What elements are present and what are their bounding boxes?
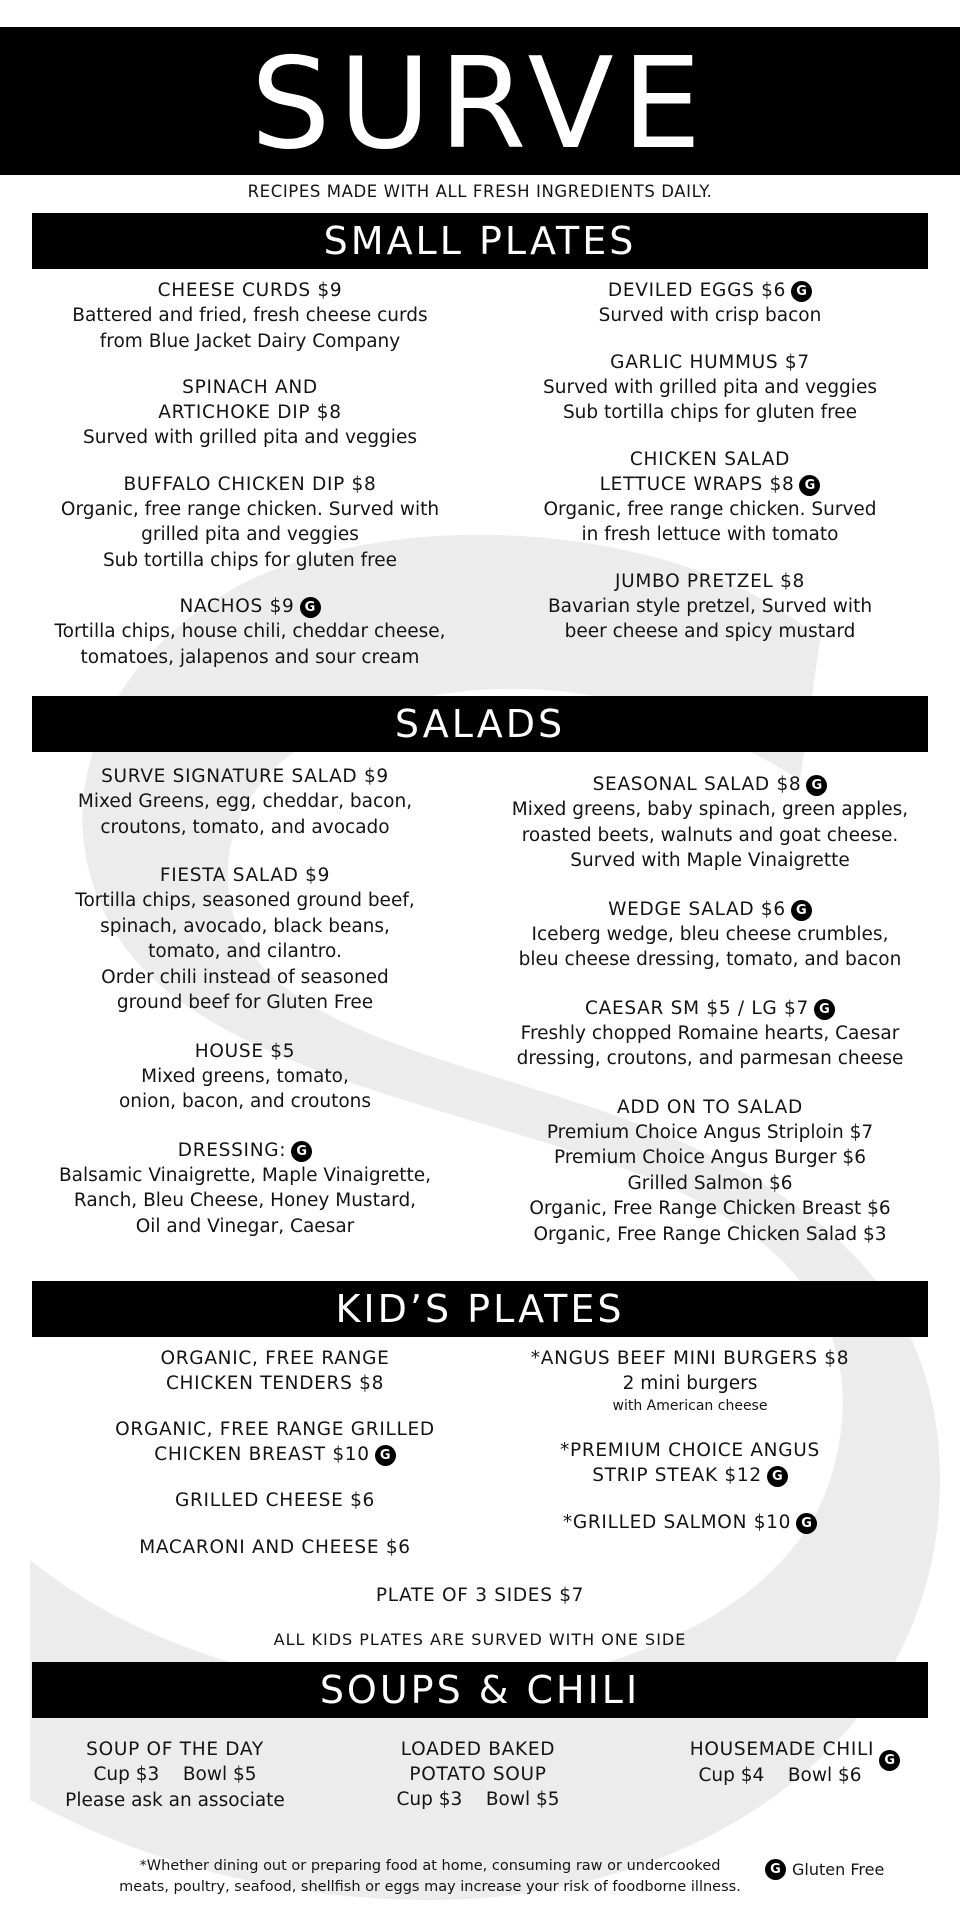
menu-item — [500, 569, 920, 645]
kids-right-column — [490, 1346, 890, 1535]
item-desc: Sub tortilla chips for gluten free — [102, 549, 398, 571]
gluten-free-icon: G — [791, 281, 812, 302]
kids-left-column — [75, 1346, 475, 1560]
small-plates-right-column — [500, 278, 920, 666]
soup-item — [650, 1737, 940, 1789]
menu-item — [40, 764, 450, 840]
item-subnote: with American cheese — [612, 1397, 768, 1414]
gluten-free-icon: G — [765, 1859, 786, 1880]
item-name: SEASONAL SALAD $8 — [592, 774, 802, 795]
item-name: DEVILED EGGS $6 — [607, 280, 787, 301]
gluten-free-icon: G — [814, 999, 835, 1020]
item-desc: beer cheese and spicy mustard — [564, 621, 856, 642]
item-name: DRESSING: — [177, 1139, 287, 1161]
item-name: MACARONI AND CHEESE $6 — [139, 1537, 411, 1558]
menu-item — [500, 350, 920, 426]
section-header-salads: SALADS — [32, 696, 928, 752]
item-name-row — [490, 772, 930, 797]
item-name: CHEESE CURDS $9 — [157, 280, 343, 301]
item-desc: Organic, Free Range Chicken Breast $6 — [529, 1198, 891, 1219]
item-desc: Premium Choice Angus Burger $6 — [554, 1147, 866, 1168]
item-desc: Oil and Vinegar, Caesar — [135, 1215, 355, 1237]
item-desc: Sub tortilla chips for gluten free — [562, 402, 858, 423]
item-desc: 2 mini burgers — [622, 1373, 758, 1394]
item-name: SURVE SIGNATURE SALAD $9 — [101, 766, 389, 787]
salads-left-column — [40, 764, 450, 1260]
item-desc: tomatoes, jalapenos and sour cream — [80, 646, 420, 668]
item-name: SOUP OF THE DAY — [86, 1739, 264, 1760]
item-desc: grilled pita and veggies — [141, 524, 359, 545]
item-desc: Mixed greens, tomato, — [141, 1065, 349, 1087]
item-name: JUMBO PRETZEL $8 — [614, 570, 806, 592]
menu-item — [40, 278, 460, 354]
gluten-free-icon: G — [806, 775, 827, 796]
menu-item — [40, 375, 460, 451]
item-desc: onion, bacon, and croutons — [118, 1091, 372, 1112]
item-desc: Battered and fried, fresh cheese curds — [72, 305, 428, 326]
item-desc: Organic, free range chicken. Surved with — [60, 498, 440, 520]
item-name: ORGANIC, FREE RANGE GRILLED CHICKEN BREAST $10 — [115, 1419, 435, 1465]
item-name-row — [500, 278, 920, 303]
section-header-soups-chili: SOUPS & CHILI — [32, 1662, 928, 1718]
item-name: CHICKEN SALAD LETTUCE WRAPS $8 — [599, 448, 795, 495]
item-desc: ground beef for Gluten Free — [116, 992, 374, 1013]
item-name: GARLIC HUMMUS $7 — [610, 351, 810, 373]
item-desc: tomato, and cilantro. — [148, 941, 342, 962]
menu-item — [490, 772, 930, 874]
item-desc: Surved with crisp bacon — [598, 305, 822, 326]
soup-item — [55, 1737, 295, 1813]
item-name-row — [490, 1510, 890, 1535]
item-desc: Order chili instead of seasoned — [101, 966, 389, 988]
menu-item — [40, 863, 450, 1016]
item-desc: Grilled Salmon $6 — [627, 1172, 793, 1194]
gluten-free-icon: G — [879, 1750, 900, 1771]
tagline: RECIPES MADE WITH ALL FRESH INGREDIENTS DAILY. — [247, 182, 713, 201]
gluten-free-legend — [765, 1859, 884, 1880]
item-desc: Cup $4 Bowl $6 — [698, 1765, 862, 1786]
item-desc: Tortilla chips, house chili, cheddar cheese, — [54, 621, 446, 642]
item-desc: Freshly chopped Romaine hearts, Caesar — [520, 1022, 900, 1044]
item-name: *PREMIUM CHOICE ANGUS STRIP STEAK $12 — [560, 1439, 820, 1486]
item-desc: spinach, avocado, black beans, — [100, 915, 390, 937]
item-name: WEDGE SALAD $6 — [608, 898, 786, 920]
item-desc: Cup $3 Bowl $5 — [396, 1789, 560, 1810]
item-name-row — [40, 594, 460, 619]
item-name-row — [490, 897, 930, 922]
footnote-line: meats, poultry, seafood, shellfish or eggs may increase your risk of foodborne illness. — [119, 1879, 741, 1895]
item-name: ORGANIC, FREE RANGE CHICKEN TENDERS $8 — [160, 1348, 390, 1394]
item-desc: Cup $3 Bowl $5 — [93, 1764, 257, 1785]
menu-item — [490, 996, 930, 1072]
item-desc: dressing, croutons, and parmesan cheese — [516, 1048, 904, 1069]
brand-logo: SURVE — [250, 30, 710, 177]
menu-item — [40, 472, 460, 574]
gluten-free-icon: G — [375, 1445, 396, 1466]
item-name: FIESTA SALAD $9 — [159, 865, 331, 886]
item-desc: Premium Choice Angus Striploin $7 — [546, 1121, 874, 1143]
salads-right-column — [490, 772, 930, 1268]
gluten-free-icon: G — [796, 1513, 817, 1534]
item-desc: Please ask an associate — [65, 1789, 285, 1811]
item-name: CAESAR SM $5 / LG $7 — [585, 997, 809, 1019]
menu-item — [40, 1138, 450, 1240]
menu-item — [490, 897, 930, 973]
kids-sides-line: PLATE OF 3 SIDES $7 — [375, 1585, 585, 1606]
item-name: *GRILLED SALMON $10 — [562, 1511, 792, 1533]
item-desc: Mixed greens, baby spinach, green apples, — [511, 799, 909, 820]
menu-item — [490, 1095, 930, 1248]
item-name: BUFFALO CHICKEN DIP $8 — [123, 473, 377, 495]
item-name-row — [490, 1438, 890, 1488]
item-desc: Organic, Free Range Chicken Salad $3 — [533, 1223, 887, 1245]
section-header-kids-plates: KID’S PLATES — [32, 1281, 928, 1337]
header-banner — [0, 27, 960, 175]
item-desc: Tortilla chips, seasoned ground beef, — [75, 890, 415, 911]
item-name: LOADED BAKED POTATO SOUP — [400, 1739, 556, 1785]
item-name: NACHOS $9 — [179, 596, 295, 617]
gluten-free-icon: G — [300, 597, 321, 618]
menu-item — [500, 447, 920, 548]
small-plates-left-column — [40, 278, 460, 691]
menu-item — [500, 278, 920, 329]
gluten-free-icon: G — [291, 1141, 312, 1162]
kids-note: ALL KIDS PLATES ARE SURVED WITH ONE SIDE — [273, 1630, 687, 1649]
item-desc: Surved with grilled pita and veggies — [83, 427, 417, 448]
item-name: GRILLED CHEESE $6 — [174, 1490, 376, 1511]
item-name-row — [75, 1417, 475, 1467]
item-desc: Iceberg wedge, bleu cheese crumbles, — [531, 923, 889, 945]
footnote-line: *Whether dining out or preparing food at home, consuming raw or undercooked — [139, 1858, 721, 1874]
section-header-small-plates: SMALL PLATES — [32, 213, 928, 269]
item-name: SPINACH AND ARTICHOKE DIP $8 — [158, 377, 342, 423]
item-desc: roasted beets, walnuts and goat cheese. — [521, 824, 899, 846]
item-name-row — [490, 996, 930, 1021]
item-name-row — [500, 447, 920, 497]
item-desc: Mixed Greens, egg, cheddar, bacon, — [77, 791, 413, 812]
food-safety-footnote — [90, 1856, 770, 1898]
gluten-free-icon: G — [767, 1466, 788, 1487]
item-desc: Ranch, Bleu Cheese, Honey Mustard, — [73, 1190, 417, 1211]
item-desc: croutons, tomato, and avocado — [100, 816, 390, 838]
item-desc: Organic, free range chicken. Surved — [543, 498, 877, 520]
gluten-free-icon: G — [799, 475, 820, 496]
menu-item — [40, 1039, 450, 1115]
menu-item — [490, 1346, 890, 1416]
gluten-free-icon: G — [791, 900, 812, 921]
item-desc: Surved with grilled pita and veggies — [543, 376, 877, 398]
item-desc: in fresh lettuce with tomato — [581, 524, 839, 545]
item-name: ADD ON TO SALAD — [617, 1096, 803, 1118]
item-name: HOUSE $5 — [194, 1040, 296, 1062]
item-desc: Balsamic Vinaigrette, Maple Vinaigrette, — [58, 1164, 432, 1186]
item-desc: Bavarian style pretzel, Surved with — [547, 595, 873, 617]
legend-label: Gluten Free — [792, 1860, 885, 1879]
item-desc: bleu cheese dressing, tomato, and bacon — [518, 949, 902, 970]
menu-item — [40, 594, 460, 670]
soup-item — [368, 1737, 588, 1813]
item-name: *ANGUS BEEF MINI BURGERS $8 — [530, 1348, 850, 1369]
item-name: HOUSEMADE CHILI — [689, 1739, 875, 1760]
item-desc: from Blue Jacket Dairy Company — [99, 330, 401, 352]
item-desc: Surved with Maple Vinaigrette — [570, 850, 850, 871]
item-name-row — [40, 1138, 450, 1163]
